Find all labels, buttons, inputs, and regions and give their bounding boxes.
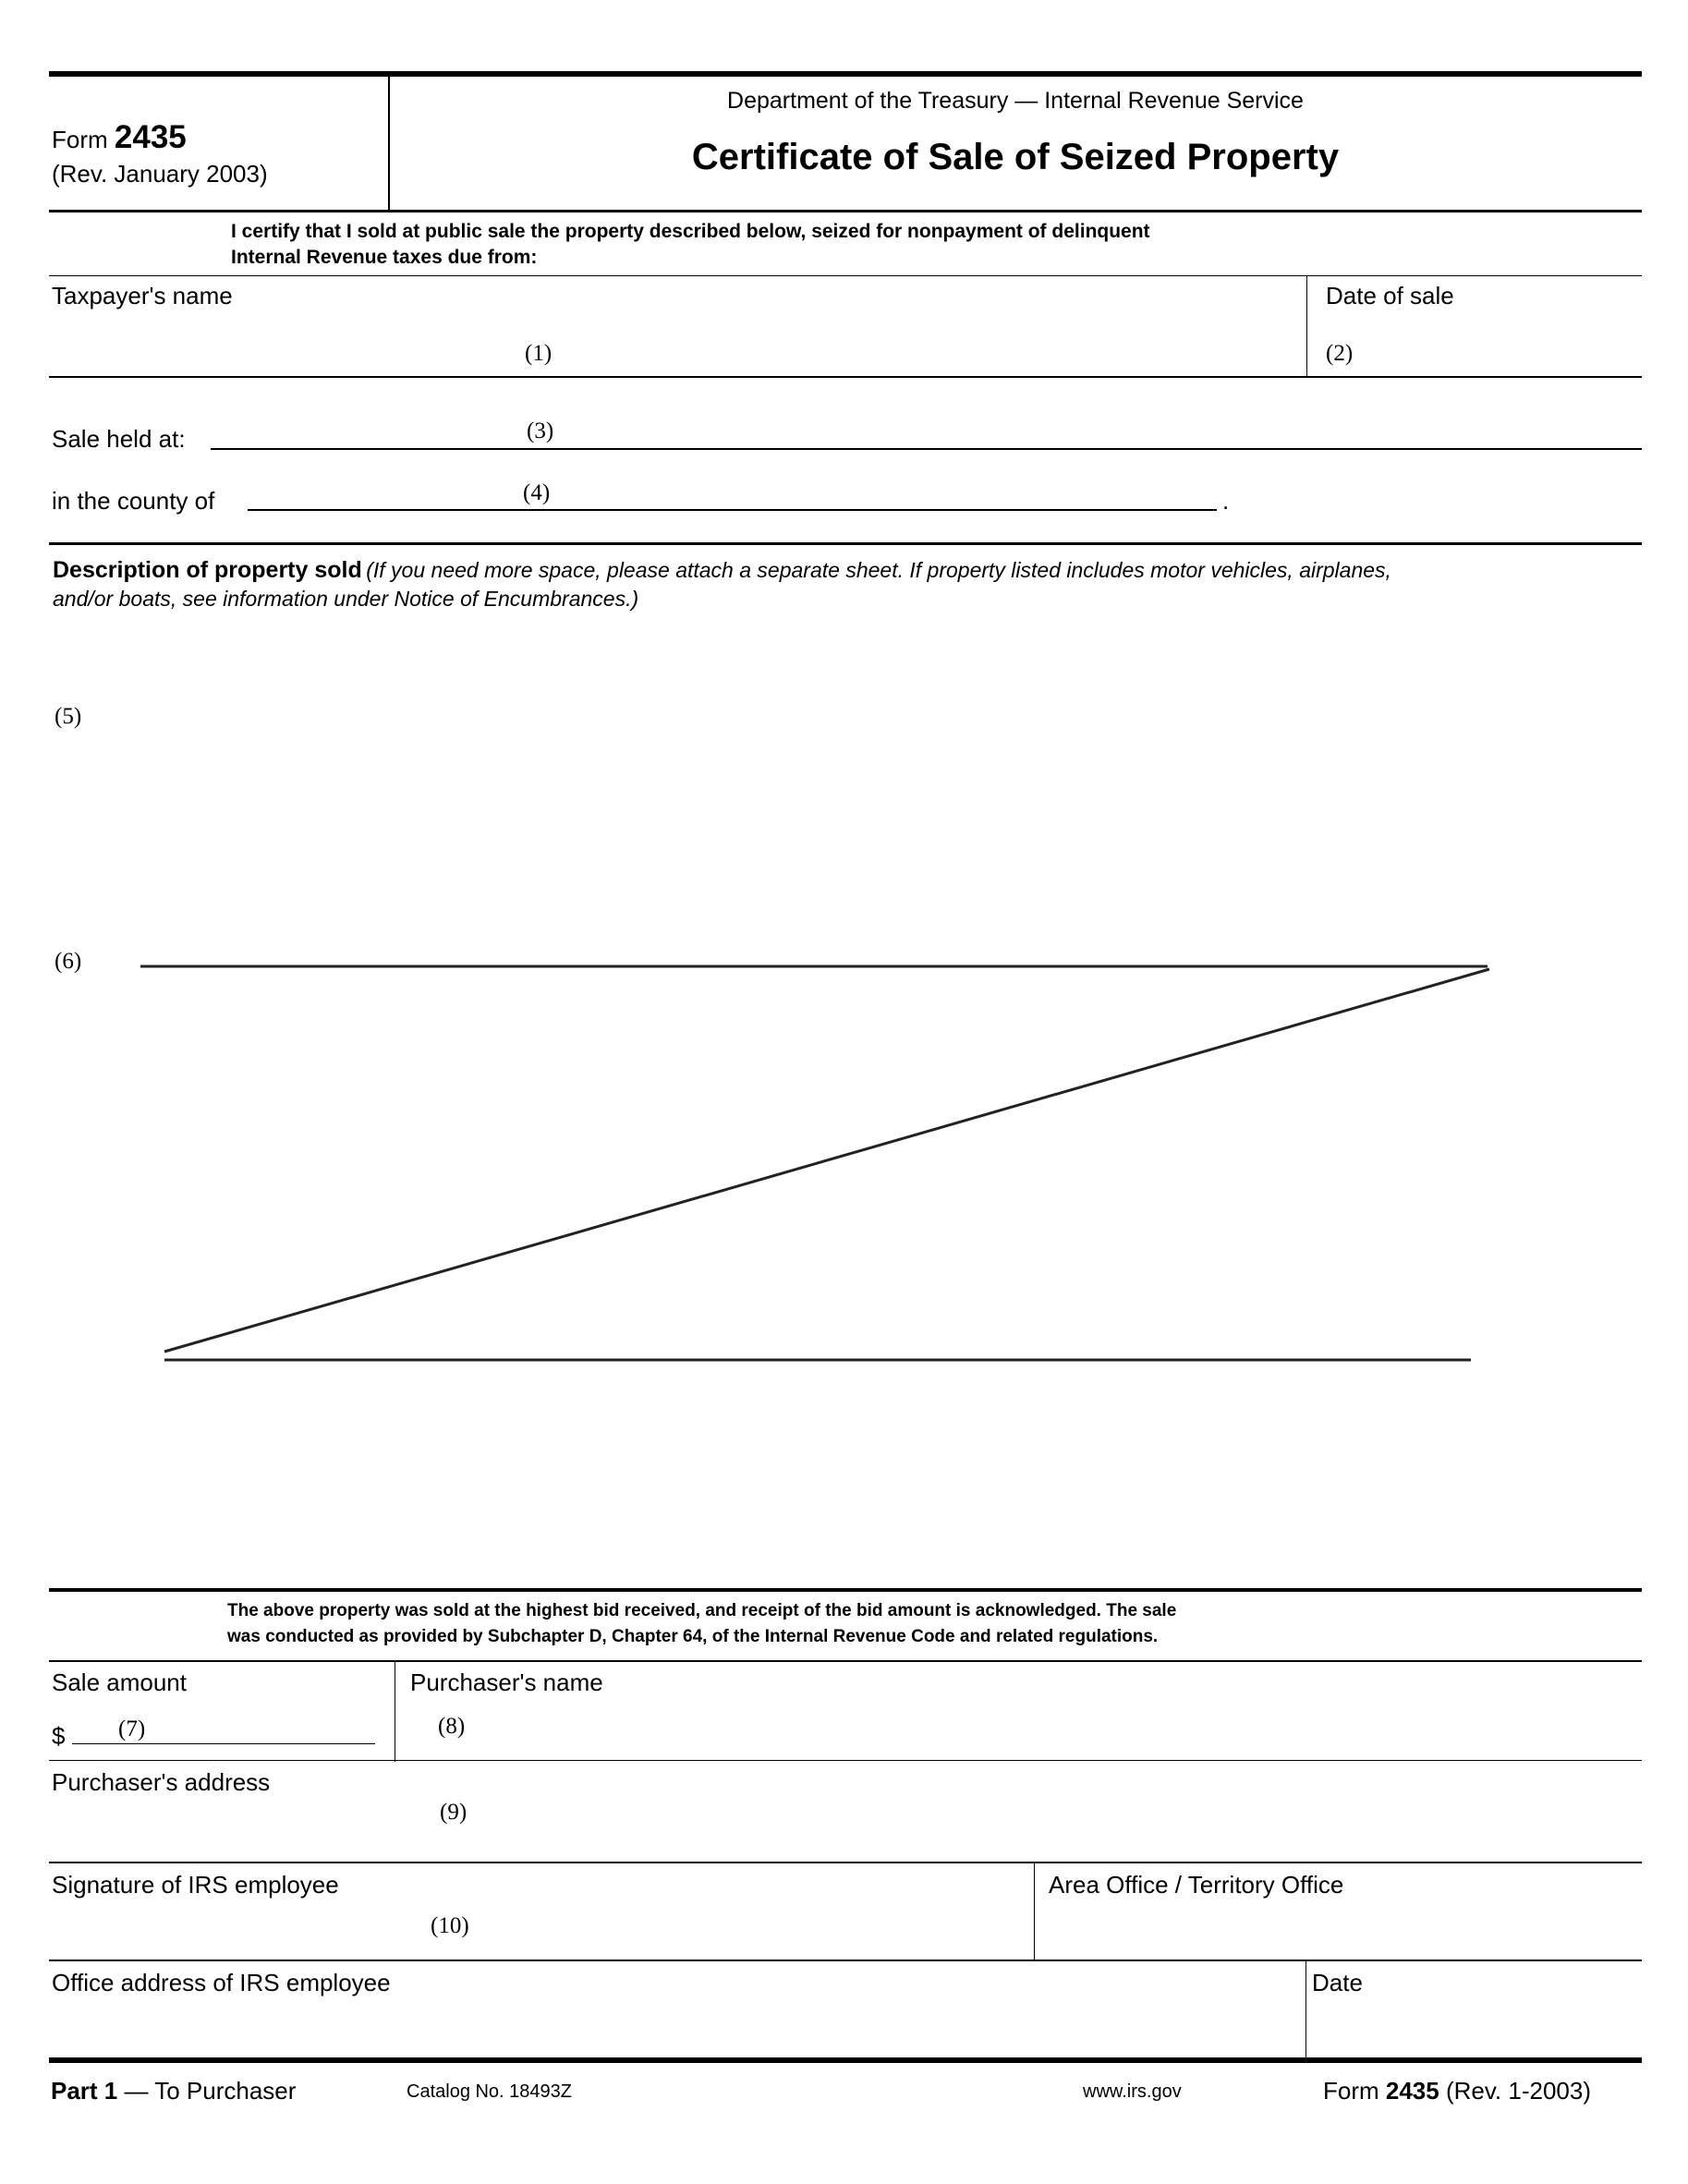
footer-website[interactable]: www.irs.gov <box>1083 2081 1182 2102</box>
purchaser-address-marker: (9) <box>440 1800 468 1825</box>
purchaser-address-label: Purchaser's address <box>52 1768 271 1796</box>
footer-form-number: 2435 <box>1385 2077 1439 2105</box>
sale-amount-label: Sale amount <box>52 1668 187 1696</box>
taxpayer-name-marker: (1) <box>525 341 553 366</box>
acknowledgement-line-1: The above property was sold at the highest bid received, and receipt of the bid amount is acknowledged. The sale <box>227 1601 1177 1620</box>
footer-form-rev: (Rev. 1-2003) <box>1439 2077 1591 2105</box>
signature-label: Signature of IRS employee <box>52 1871 339 1899</box>
description-field[interactable] <box>49 628 1642 1580</box>
acknowledgement-rule <box>49 1660 1642 1662</box>
taxpayer-name-label: Taxpayer's name <box>52 282 233 309</box>
footer-thick-rule <box>49 2057 1642 2063</box>
footer-form-id <box>1323 2079 1591 2103</box>
office-address-field[interactable] <box>49 1997 1304 2055</box>
signature-rule <box>49 1960 1642 1961</box>
description-marker-5: (5) <box>55 704 82 729</box>
currency-symbol: $ <box>52 1722 66 1750</box>
form-number: 2435 <box>114 119 187 155</box>
purchaser-address-field[interactable] <box>49 1797 1642 1860</box>
county-label: in the county of <box>52 487 215 515</box>
description-marker-6: (6) <box>55 949 82 974</box>
date-of-sale-field[interactable] <box>1308 314 1641 375</box>
signature-marker: (10) <box>431 1913 469 1938</box>
description-note-2: and/or boats, see information under Notice of Encumbrances.) <box>53 587 639 611</box>
acknowledgement-line-2: was conducted as provided by Subchapter D, Chapter 64, of the Internal Revenue Code and related regulations. <box>227 1627 1159 1646</box>
county-period: . <box>1222 487 1230 515</box>
agency-name: Department of the Treasury — Internal Revenue Service <box>727 88 1304 114</box>
purchaser-name-marker: (8) <box>438 1714 466 1739</box>
taxpayer-name-field[interactable] <box>49 314 1305 375</box>
footer-part <box>51 2079 296 2103</box>
form-id <box>52 121 187 153</box>
date-divider <box>1305 1961 1306 2059</box>
footer-part-recipient: — To Purchaser <box>117 2077 297 2105</box>
county-marker: (4) <box>523 480 551 505</box>
form-revision: (Rev. January 2003) <box>52 160 268 188</box>
date-field[interactable] <box>1307 1997 1641 2055</box>
office-address-label: Office address of IRS employee <box>52 1969 391 1996</box>
purchaser-name-rule <box>49 1760 1642 1761</box>
signature-field[interactable] <box>49 1899 1032 1958</box>
description-bottom-rule <box>49 1588 1642 1592</box>
form-prefix: Form <box>52 126 108 153</box>
certify-line-1: I certify that I sold at public sale the property described below, seized for nonpayment of delinquent <box>231 221 1150 242</box>
footer-form-prefix: Form <box>1323 2077 1386 2105</box>
sale-amount-marker: (7) <box>118 1717 146 1741</box>
sale-held-at-label: Sale held at: <box>52 425 186 453</box>
purchaser-name-label: Purchaser's name <box>410 1668 603 1696</box>
description-line-1 <box>53 559 1391 582</box>
page-title: Certificate of Sale of Seized Property <box>691 137 1340 177</box>
description-heading: Description of property sold <box>53 557 362 583</box>
sale-held-at-field[interactable] <box>211 411 1642 450</box>
certify-line-2: Internal Revenue taxes due from: <box>231 247 538 268</box>
county-field[interactable] <box>248 473 1217 511</box>
description-note-1: (If you need more space, please attach a separate sheet. If property listed includes motor vehicles, airplanes, <box>366 558 1391 582</box>
date-of-sale-label: Date of sale <box>1326 282 1454 309</box>
area-office-divider <box>1034 1863 1035 1961</box>
date-of-sale-marker: (2) <box>1326 341 1354 366</box>
footer-catalog: Catalog No. 18493Z <box>407 2081 573 2102</box>
date-label: Date <box>1312 1969 1363 1996</box>
area-office-field[interactable] <box>1036 1899 1641 1958</box>
area-office-label: Area Office / Territory Office <box>1049 1871 1344 1899</box>
sale-held-at-marker: (3) <box>527 419 554 443</box>
purchaser-address-rule <box>49 1862 1642 1863</box>
purchaser-name-field[interactable] <box>397 1700 1641 1759</box>
footer-part-number: Part 1 <box>51 2077 118 2105</box>
